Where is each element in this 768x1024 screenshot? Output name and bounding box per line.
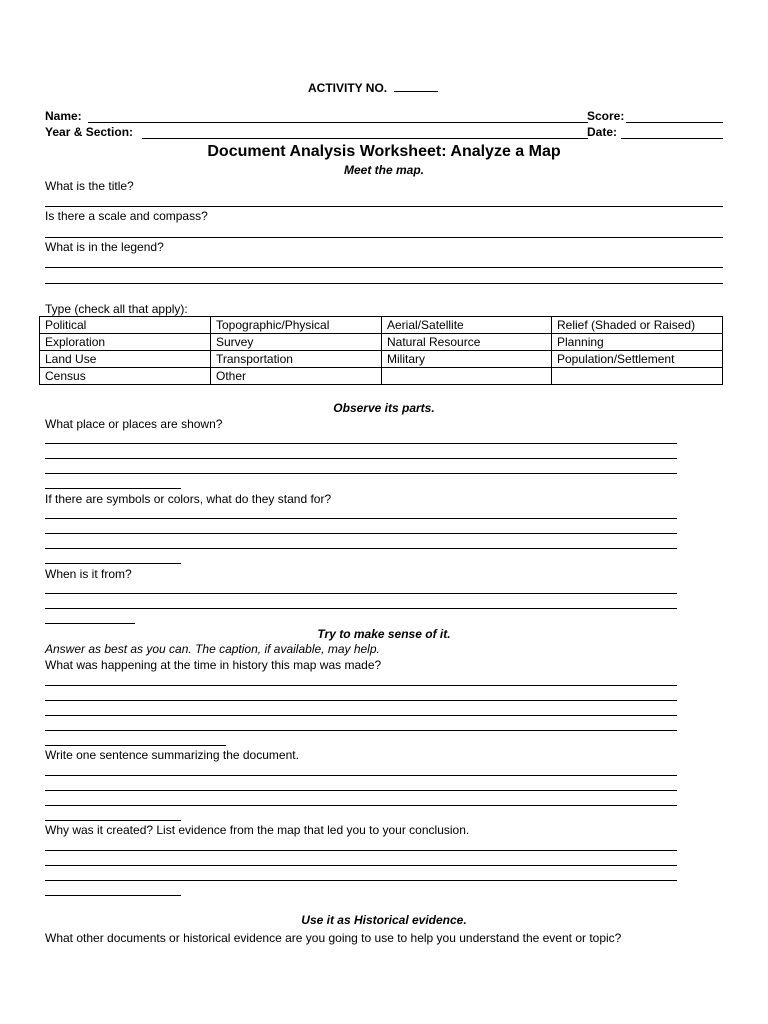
type-cell[interactable]: Exploration [40,334,211,351]
answer-line[interactable] [45,593,677,594]
answer-line[interactable] [45,880,677,881]
name-line[interactable] [88,122,588,123]
answer-line[interactable] [45,895,181,896]
type-cell[interactable]: Land Use [40,351,211,368]
type-cell[interactable]: Other [211,368,382,385]
type-cell[interactable]: Population/Settlement [552,351,723,368]
type-cell-empty[interactable] [552,368,723,385]
score-label: Score: [587,109,625,123]
table-row [40,368,723,385]
type-cell[interactable]: Transportation [211,351,382,368]
answer-line[interactable] [45,700,677,701]
answer-line[interactable] [45,488,181,489]
type-cell[interactable]: Survey [211,334,382,351]
type-cell[interactable]: Natural Resource [382,334,552,351]
answer-line[interactable] [45,715,677,716]
question-scale: Is there a scale and compass? [45,209,208,223]
answer-line[interactable] [45,283,723,284]
answer-line[interactable] [45,206,723,207]
sense-heading: Try to make sense of it. [317,627,451,641]
answer-line[interactable] [45,820,181,821]
answer-line[interactable] [45,548,677,549]
answer-line[interactable] [45,850,677,851]
question-title: What is the title? [45,179,134,193]
answer-line[interactable] [45,443,677,444]
question-symbols: If there are symbols or colors, what do they stand for? [45,492,332,506]
type-cell-empty[interactable] [382,368,552,385]
type-label: Type (check all that apply): [45,302,188,316]
type-cell[interactable]: Census [40,368,211,385]
answer-line[interactable] [45,790,677,791]
name-label: Name: [45,109,82,123]
activity-number-blank[interactable] [394,80,438,92]
answer-line[interactable] [45,730,677,731]
answer-line[interactable] [45,865,677,866]
table-row [40,334,723,351]
evidence-heading: Use it as Historical evidence. [301,913,467,927]
answer-line[interactable] [45,237,723,238]
question-other-evidence: What other documents or historical evidence are you going to use to help you understand the event or topic? [45,931,622,945]
question-summary: Write one sentence summarizing the document. [45,748,299,762]
meet-heading: Meet the map. [343,163,424,177]
question-why: Why was it created? List evidence from the map that led you to your conclusion. [45,823,470,837]
question-happening: What was happening at the time in history this map was made? [45,658,382,672]
activity-number [308,80,438,95]
activity-label: ACTIVITY NO. [308,81,388,95]
type-cell[interactable]: Political [40,317,211,334]
table-row [40,317,723,334]
answer-line[interactable] [45,518,677,519]
type-cell[interactable]: Aerial/Satellite [382,317,552,334]
observe-heading: Observe its parts. [333,401,435,415]
answer-line[interactable] [45,533,677,534]
answer-line[interactable] [45,563,181,564]
year-section-label: Year & Section: [45,125,134,139]
answer-line[interactable] [45,473,677,474]
answer-line[interactable] [45,608,677,609]
date-label: Date: [587,125,618,139]
answer-line[interactable] [45,623,135,624]
page-title: Document Analysis Worksheet: Analyze a Map [207,143,561,160]
answer-line[interactable] [45,745,226,746]
sense-note: Answer as best as you can. The caption, if available, may help. [45,642,380,656]
question-places: What place or places are shown? [45,417,223,431]
answer-line[interactable] [45,458,677,459]
map-type-table [39,316,723,385]
score-line[interactable] [626,122,723,123]
answer-line[interactable] [45,267,723,268]
question-when: When is it from? [45,567,132,581]
answer-line[interactable] [45,775,677,776]
type-cell[interactable]: Military [382,351,552,368]
year-section-line[interactable] [142,138,588,139]
type-cell[interactable]: Topographic/Physical [211,317,382,334]
answer-line[interactable] [45,685,677,686]
date-line[interactable] [621,138,723,139]
type-cell[interactable]: Planning [552,334,723,351]
answer-line[interactable] [45,805,677,806]
table-row [40,351,723,368]
question-legend: What is in the legend? [45,240,164,254]
type-cell[interactable]: Relief (Shaded or Raised) [552,317,723,334]
